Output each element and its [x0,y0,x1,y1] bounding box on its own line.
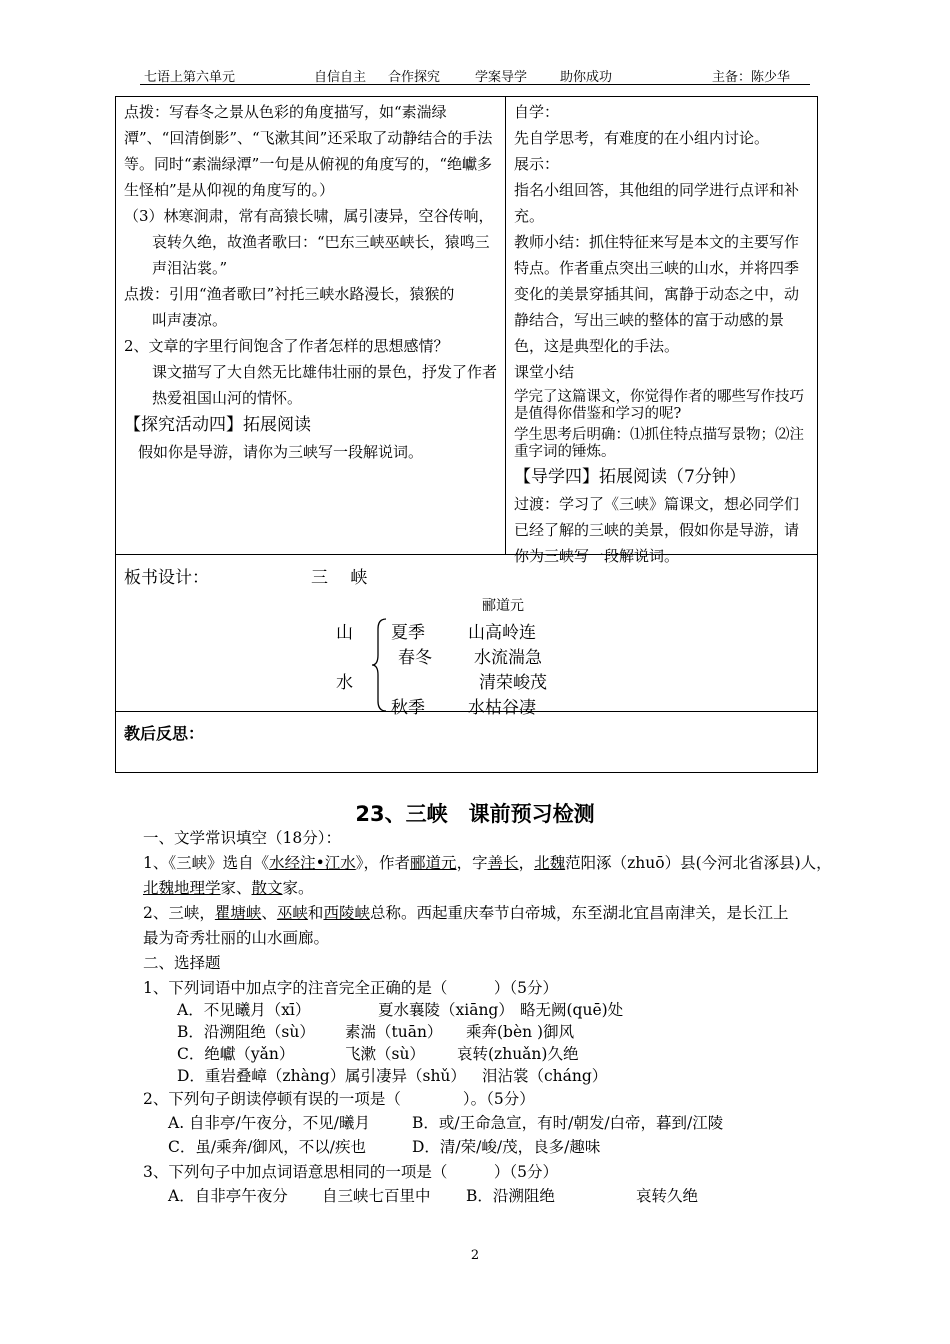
board-season-spring-winter: 春冬 [398,648,432,668]
header-motto-2: 合作探究 [388,70,441,85]
literature-line-2: 北魏地理学家、散文家。 [143,879,314,897]
question-1: 1、下列词语中加点字的注音完全正确的是（ ）（5分） [143,979,558,997]
header-motto-4: 助你成功 [560,70,613,85]
teacher-summary: 教师小结：抓住特征来写是本文的主要写作特点。作者重点突出三峡的山水，并将四季变化的美景穿插其间，寓静于动态之中，动静结合，写出三峡的整体的富于动感的景色，这是典型化的手法。 [514,233,800,355]
q2-option-d: D．清/荣/峻/茂，良多/趣味 [412,1138,601,1156]
tip-2-line-b: 叫声凄凉。 [152,311,228,329]
question-2: 2、下列句子朗读停顿有误的一项是（ ）。（5分） [143,1090,535,1108]
header-author: 主备：陈少华 [712,70,791,85]
q1-option-c-2: 飞漱（sù） [345,1045,425,1063]
question-3: 3、下列句子中加点词语意思相同的一项是（ ）（5分） [143,1163,558,1181]
class-summary-heading: 课堂小结 [514,363,575,381]
literature-line-3: 2、三峡，瞿塘峡、巫峡和西陵峡总称。西起重庆奉节白帝城，东至湖北宜昌南津关，是长江上 [143,904,789,922]
literature-line-1: 1、《三峡》选自《水经注•江水》，作者郦道元，字善长，北魏范阳涿（zhuō）县(今河北省涿县)人， [143,854,832,872]
question-2: 2、文章的字里行间饱含了作者怎样的思想感情？ [124,337,449,355]
board-water: 水 [336,673,353,693]
part-2-heading: 二、选择题 [143,954,221,972]
q3-option-a-1: A．自非亭午夜分 [168,1187,288,1205]
header-motto-3: 学案导学 [475,70,528,85]
q2-option-c: C．虽/乘奔/御风，不以/疾也 [168,1138,367,1156]
self-study-text: 先自学思考，有难度的在小组内讨论。 [514,129,770,147]
page-number: 2 [470,1248,480,1263]
right-column [514,99,812,569]
board-season-summer: 夏季 [391,623,425,643]
q2-option-b: B．或/王命急宣，有时/朝发/白帝，暮到/江陵 [412,1114,724,1132]
row-divider-reflection [116,711,817,712]
q1-option-a-1: A．不见曦月（xī） [177,1001,311,1019]
class-summary-question: 学完了这篇课文，你觉得作者的哪些写作技巧是值得你借鉴和学习的呢? [514,389,804,422]
left-column [124,99,498,465]
board-desc-spring-winter-2: 清荣峻茂 [479,673,547,693]
q1-option-b-2: 素湍（tuān） [345,1023,443,1041]
board-mountain: 山 [336,623,353,643]
header-unit: 七语上第六单元 [144,70,236,85]
q1-option-d-1: D．重岩叠嶂（zhàng） [177,1067,346,1085]
q1-option-b-1: B．沿溯阻绝（sù） [177,1023,315,1041]
q3-option-b-1: B．沿溯阻绝 [466,1187,555,1205]
q1-option-b-3: 乘奔(bèn )御风 [466,1023,575,1041]
board-label: 板书设计： [124,568,209,588]
reflection-label: 教后反思： [124,724,205,743]
page-header [140,64,810,85]
q2-option-a: A. 自非亭/午夜分，不见/曦月 [168,1114,370,1132]
answer-2: 课文描写了大自然无比雄伟壮丽的景色，抒发了作者热爱祖国山河的情怀。 [152,363,498,407]
q1-option-c-3: 哀转(zhuǎn)久绝 [457,1045,579,1063]
q1-option-c-1: C．绝巘（yǎn） [177,1045,295,1063]
q1-option-a-3: 略无阙(quē)处 [520,1001,624,1019]
guide-4-heading: 【导学四】拓展阅读（7分钟） [514,467,746,487]
tip-1: 点拨：写春冬之景从色彩的角度描写，如“素湍绿潭”、“回清倒影”、“飞漱其间”还采取了动静结合的手法等。同时“素湍绿潭”一句是从俯视的角度写的，“绝巘多生怪柏”是从仰视的角度写的。） [124,103,493,199]
show-text: 指名小组回答，其他组的同学进行点评和补充。 [514,181,800,225]
guide-4-text: 过渡：学习了《三峡》篇课文，想必同学们已经了解的三峡的美景，假如你是导游，请你为三峡写一段解说词。 [514,495,800,565]
show-label: 展示： [514,155,560,173]
lesson-table [115,96,818,773]
item-3-line-b: 哀转久绝，故渔者歌曰：“巴东三峡巫峡长，猿鸣三声泪沾裳。” [152,233,490,277]
board-title: 三 峡 [311,568,368,588]
q3-option-a-2: 自三峡七百里中 [322,1187,431,1205]
q3-option-b-2: 哀转久绝 [636,1187,699,1205]
q1-option-d-3: 泪沾裳（cháng） [482,1067,608,1085]
header-motto-1: 自信自主 [314,70,367,85]
board-desc-summer: 山高岭连 [468,623,536,643]
q1-option-a-2: 夏水襄陵（xiāng） [378,1001,514,1019]
tip-2-line-a: 点拨：引用“渔者歌曰”衬托三峡水路漫长，猿猴的 [124,285,455,303]
part-1-heading: 一、文学常识填空（18分）： [143,829,341,847]
board-author: 郦道元 [482,598,524,614]
board-desc-spring-winter: 水流湍急 [474,648,542,668]
activity-4-heading: 【探究活动四】拓展阅读 [124,415,311,435]
self-study-label: 自学： [514,103,560,121]
class-summary-answer: 学生思考后明确：⑴抓住特点描写景物；⑵注重字词的锤炼。 [514,427,804,460]
item-3-line-a: （3）林寒涧肃，常有高猿长啸，属引凄异，空谷传响， [124,207,494,225]
board-season-autumn: 秋季 [391,698,425,718]
section-title: 23、三峡 课前预习检测 [355,802,595,826]
board-desc-autumn: 水枯谷凄 [468,698,536,718]
column-divider [505,97,506,554]
literature-line-4: 最为奇秀壮丽的山水画廊。 [143,929,330,947]
board-brace [370,617,390,713]
q1-option-d-2: 属引凄异（shǔ） [345,1067,466,1085]
activity-4-text: 假如你是导游，请你为三峡写一段解说词。 [138,443,424,461]
